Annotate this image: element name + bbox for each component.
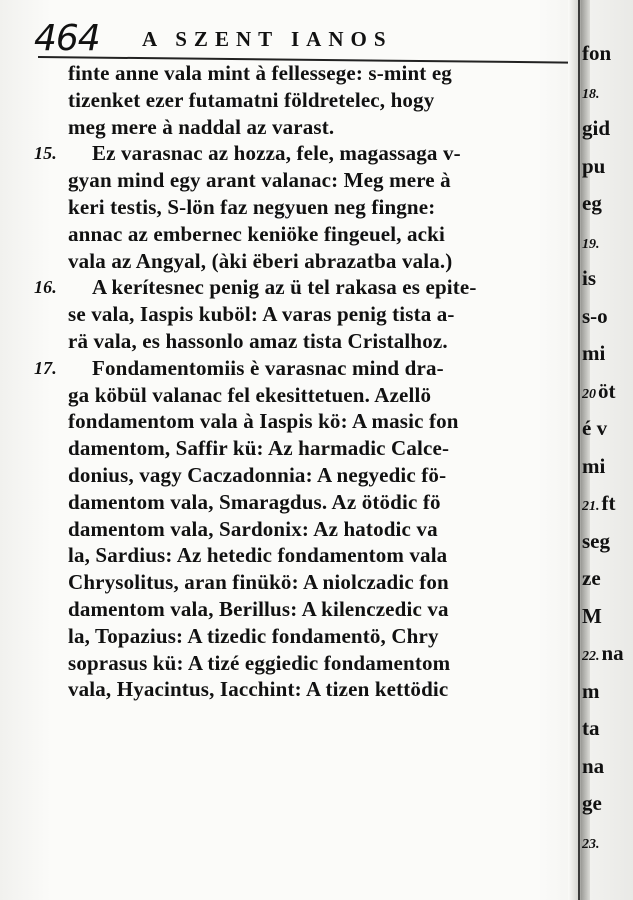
line-text: damentom vala, Smaragdus. Az ötödic fö	[68, 489, 441, 514]
line-text: la, Sardius: Az hetedic fondamentom vala	[68, 543, 448, 568]
facing-page-line	[582, 565, 601, 592]
text-column	[34, 60, 562, 703]
verse-number: 16.	[34, 277, 57, 298]
facing-line-text: s-o	[582, 303, 608, 328]
text-line	[34, 462, 562, 489]
facing-page-line	[582, 678, 600, 705]
text-line	[34, 301, 562, 328]
line-text: tizenket ezer futamatni földretelec, hogy	[68, 87, 435, 112]
facing-page-line	[582, 528, 610, 555]
text-line	[34, 274, 562, 301]
text-line	[34, 516, 562, 543]
line-text: Fondamentomiis è varasnac mind dra-	[92, 355, 444, 380]
line-text: donius, vagy Caczadonnia: A negyedic fö-	[68, 462, 447, 487]
text-line	[34, 489, 562, 516]
facing-line-text: mi	[582, 453, 606, 478]
facing-page-line	[582, 303, 608, 330]
line-text: se vala, Iaspis kuböl: A varas penig tista a-	[68, 302, 455, 327]
facing-page-line	[582, 190, 602, 217]
facing-page-fragment	[582, 40, 633, 900]
facing-page-line	[582, 753, 604, 780]
line-text: finte anne vala mint à fellessege: s-mint eg	[68, 61, 452, 85]
facing-line-text: öt	[598, 378, 616, 403]
line-text: keri testis, S-lön faz negyuen neg fingne:	[68, 194, 436, 219]
facing-verse-number: 20	[582, 386, 596, 402]
line-text: Ez varasnac az hozza, fele, magassaga v-	[92, 141, 461, 166]
facing-verse-number: 22.	[582, 649, 600, 664]
line-text: ga köbül valanac fel ekesittetuen. Azellö	[68, 382, 432, 407]
verse-number: 15.	[34, 143, 57, 164]
text-line	[34, 194, 562, 221]
facing-verse-number: 21.	[582, 499, 600, 514]
text-line	[34, 569, 562, 596]
facing-page-line	[582, 415, 607, 442]
facing-page-line	[582, 153, 605, 180]
facing-line-text: é v	[582, 416, 608, 440]
line-text: A kerítesnec penig az ü tel rakasa es epite-	[92, 275, 477, 300]
text-line	[34, 676, 562, 703]
text-line	[34, 650, 562, 677]
facing-page-line	[582, 340, 605, 367]
facing-page-line	[582, 715, 600, 742]
text-line	[34, 167, 562, 194]
line-text: meg mere à naddal az varast.	[68, 114, 335, 139]
facing-line-text: M	[582, 603, 602, 628]
facing-line-text: na	[582, 753, 605, 778]
facing-page-line	[582, 490, 616, 517]
facing-page-line	[582, 603, 602, 630]
line-text: la, Topazius: A tizedic fondamentö, Chry	[68, 623, 439, 648]
facing-line-text: is	[582, 266, 597, 290]
text-line	[34, 140, 562, 167]
text-line	[34, 221, 562, 248]
facing-verse-number: 18.	[582, 86, 600, 102]
facing-page-line	[582, 828, 602, 855]
facing-page-line	[582, 40, 611, 67]
running-head: A SZENT IANOS	[142, 27, 393, 51]
line-text: rä vala, es hassonlo amaz tista Cristalhoz.	[68, 328, 448, 353]
page-number: 464	[34, 18, 100, 59]
text-line	[34, 596, 562, 623]
text-line	[34, 623, 562, 650]
text-line	[34, 328, 562, 355]
text-line	[34, 60, 562, 87]
facing-line-text: gid	[582, 116, 611, 140]
line-text: fondamentom vala à Iaspis kö: A masic fon	[68, 409, 459, 434]
gutter-shadow-line	[578, 0, 580, 900]
facing-verse-number: 23.	[582, 836, 600, 852]
line-text: annac az embernec keniöke fingeuel, acki	[68, 221, 445, 246]
text-line	[34, 542, 562, 569]
facing-line-text: na	[601, 641, 624, 665]
line-text: damentom, Saffir kü: Az harmadic Calce-	[68, 436, 450, 461]
facing-line-text: fon	[582, 41, 612, 65]
facing-page-line	[582, 78, 602, 105]
facing-line-text: eg	[582, 191, 602, 215]
facing-page-line	[582, 228, 602, 255]
line-text: damentom vala, Sardonix: Az hatodic va	[68, 516, 438, 541]
facing-line-text: seg	[582, 528, 610, 553]
facing-page-line	[582, 790, 602, 817]
facing-page-line	[582, 453, 605, 480]
facing-line-text: ta	[582, 716, 600, 740]
facing-page-line	[582, 640, 624, 667]
facing-page-line	[582, 265, 596, 292]
facing-page-line	[582, 115, 610, 142]
facing-line-text: ze	[582, 566, 601, 590]
text-line	[34, 382, 562, 409]
text-line	[34, 248, 562, 275]
text-line	[34, 114, 562, 141]
line-text: Chrysolitus, aran finükö: A niolczadic fon	[68, 570, 449, 595]
line-text: damentom vala, Berillus: A kilenczedic va	[68, 596, 449, 621]
facing-line-text: m	[582, 678, 600, 703]
line-text: gyan mind egy arant valanac: Meg mere à	[68, 168, 451, 193]
facing-line-text: ge	[582, 791, 602, 815]
facing-verse-number: 19.	[582, 236, 600, 252]
page-header	[30, 18, 570, 58]
facing-page-line	[582, 378, 616, 405]
text-line	[34, 435, 562, 462]
verse-number: 17.	[34, 357, 57, 378]
line-text: soprasus kü: A tizé eggiedic fondamentom	[68, 650, 451, 675]
line-text: vala, Hyacintus, Iacchint: A tizen kettödic	[68, 677, 449, 702]
facing-line-text: ft	[601, 491, 616, 515]
facing-line-text: mi	[582, 341, 606, 365]
line-text: vala az Angyal, (àki ëberi abrazatba vala.)	[68, 248, 453, 273]
text-line	[34, 355, 562, 382]
text-line	[34, 87, 562, 114]
facing-line-text: pu	[582, 153, 606, 178]
text-line	[34, 408, 562, 435]
